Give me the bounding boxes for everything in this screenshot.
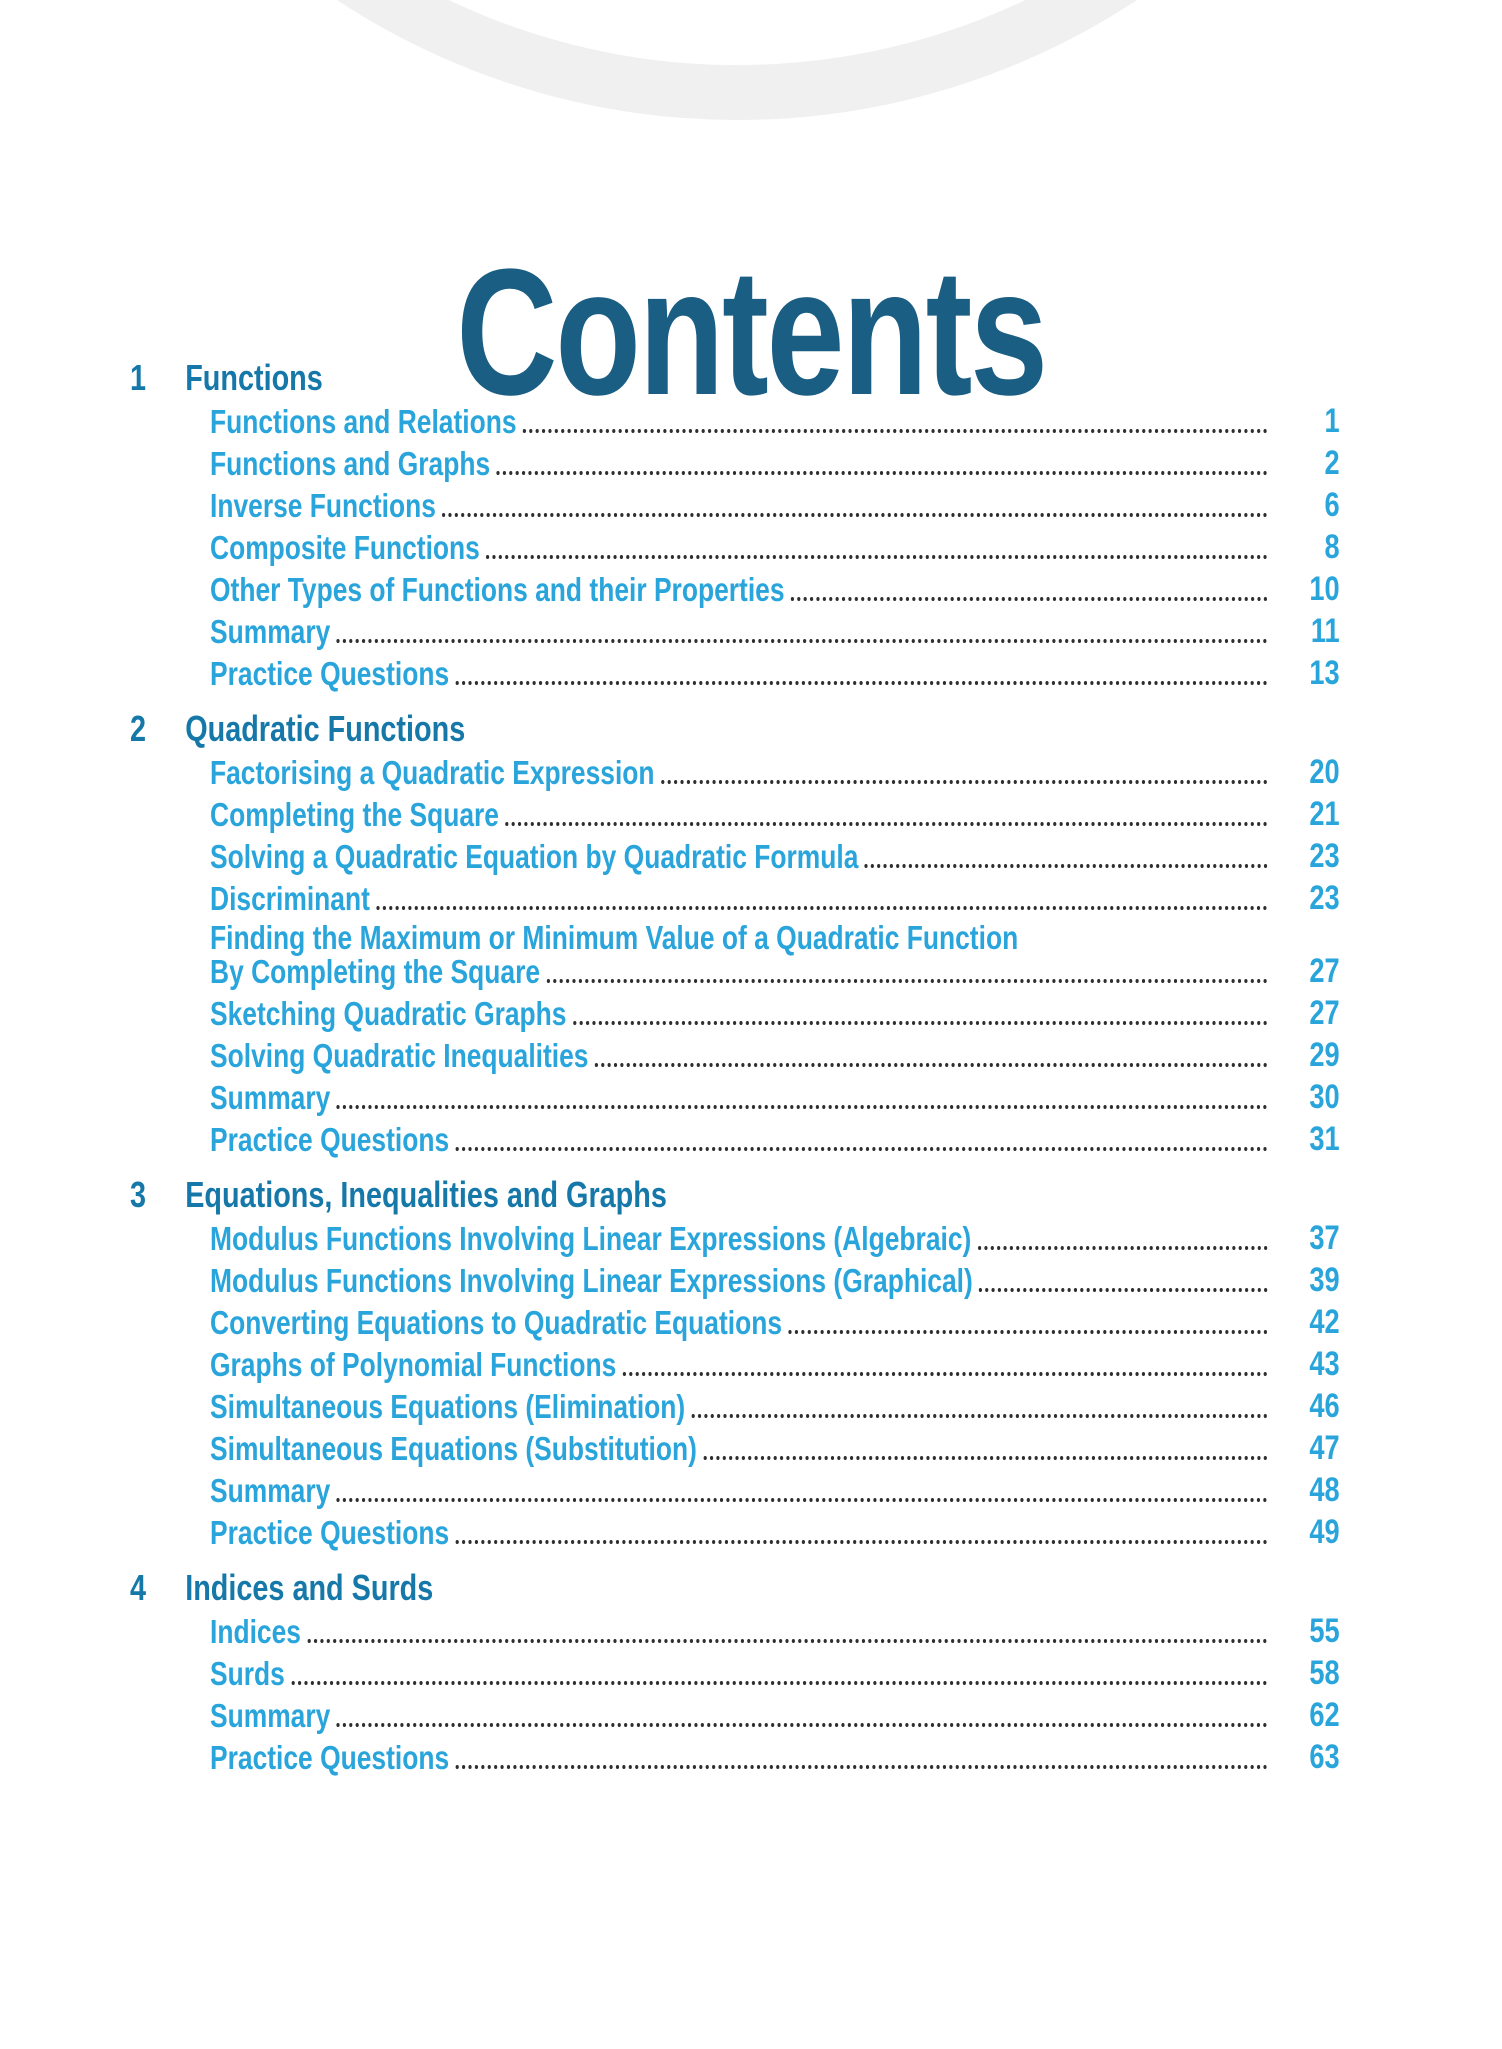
toc-entry xyxy=(130,873,1340,915)
toc-entry-page-number: 46 xyxy=(1309,1387,1340,1425)
toc-entry-label: Simultaneous Equations (Elimination) xyxy=(210,1388,686,1425)
toc-entry-page-number: 37 xyxy=(1309,1219,1340,1257)
dotted-leader xyxy=(573,1021,1268,1025)
toc-entry-label: Factorising a Quadratic Expression xyxy=(210,754,655,791)
toc-entry-label: Practice Questions xyxy=(210,1739,450,1776)
dotted-leader xyxy=(497,471,1268,475)
toc-entry xyxy=(130,1030,1340,1072)
toc-entry-page-number: 10 xyxy=(1309,570,1340,608)
toc-entry-label: Other Types of Functions and their Properties xyxy=(210,571,785,608)
dotted-leader xyxy=(456,681,1268,685)
toc-entry xyxy=(130,564,1340,606)
dotted-leader xyxy=(337,1105,1268,1109)
toc-entry-label: By Completing the Square xyxy=(210,953,541,990)
dotted-leader xyxy=(788,1330,1267,1334)
chapter-number: 2 xyxy=(130,708,147,749)
toc-entry-label: Functions and Relations xyxy=(210,403,517,440)
toc-entry-label: Converting Equations to Quadratic Equations xyxy=(210,1304,783,1341)
toc-entry xyxy=(130,988,1340,1030)
chapter-section xyxy=(130,1559,1340,1774)
toc-entry xyxy=(130,1114,1340,1156)
toc-entry-label: Surds xyxy=(210,1655,285,1692)
dotted-leader xyxy=(456,1147,1268,1151)
toc-entry xyxy=(130,606,1340,648)
toc-entry xyxy=(130,1690,1340,1732)
toc-entry-label: Functions and Graphs xyxy=(210,445,491,482)
toc-entry xyxy=(130,915,1340,954)
toc-entry-page-number: 6 xyxy=(1324,486,1340,524)
toc-entry-page-number: 42 xyxy=(1309,1303,1340,1341)
chapter-title: Indices and Surds xyxy=(185,1567,434,1608)
toc-entry-page-number: 48 xyxy=(1309,1471,1340,1509)
dotted-leader xyxy=(791,597,1268,601)
dotted-leader xyxy=(979,1288,1267,1292)
toc-entry-label: Practice Questions xyxy=(210,1121,450,1158)
chapter-title: Quadratic Functions xyxy=(185,708,466,749)
toc-entry-page-number: 62 xyxy=(1309,1696,1340,1734)
toc-entry-label: Composite Functions xyxy=(210,529,480,566)
toc-entry xyxy=(130,1732,1340,1774)
toc-entry-page-number: 11 xyxy=(1310,612,1340,650)
toc-entry xyxy=(130,396,1340,438)
toc-entry-label: Summary xyxy=(210,613,331,650)
chapter-section xyxy=(130,349,1340,690)
toc-entry-page-number: 20 xyxy=(1309,753,1340,791)
toc-entry-page-number: 31 xyxy=(1309,1120,1340,1158)
toc-entry-label: Simultaneous Equations (Substitution) xyxy=(210,1430,697,1467)
toc-entry xyxy=(130,747,1340,789)
dotted-leader xyxy=(623,1372,1268,1376)
dotted-leader xyxy=(505,822,1267,826)
dotted-leader xyxy=(523,429,1268,433)
toc-entry-page-number: 49 xyxy=(1309,1513,1340,1551)
toc-entry xyxy=(130,831,1340,873)
dotted-leader xyxy=(337,639,1268,643)
toc-entry-page-number: 27 xyxy=(1309,952,1340,990)
toc-entry xyxy=(130,522,1340,564)
dotted-leader xyxy=(307,1639,1267,1643)
toc-entry-label: Indices xyxy=(210,1613,301,1650)
chapter-section xyxy=(130,700,1340,1156)
dotted-leader xyxy=(703,1456,1267,1460)
toc-entry-page-number: 55 xyxy=(1309,1612,1340,1650)
toc-entry-page-number: 29 xyxy=(1309,1036,1340,1074)
toc-entry-page-number: 63 xyxy=(1309,1738,1340,1776)
dotted-leader xyxy=(456,1765,1268,1769)
toc-entry-label: Sketching Quadratic Graphs xyxy=(210,995,567,1032)
toc-entry-label: Practice Questions xyxy=(210,655,450,692)
toc-entry xyxy=(130,954,1340,988)
toc-entry-label: Discriminant xyxy=(210,880,370,917)
toc-entry-page-number: 27 xyxy=(1309,994,1340,1032)
toc-entry-label: Finding the Maximum or Minimum Value of a Quadratic Function xyxy=(210,919,1019,956)
dotted-leader xyxy=(978,1246,1268,1250)
dotted-leader xyxy=(661,780,1268,784)
chapter-heading xyxy=(130,1166,1340,1213)
toc-entry xyxy=(130,1255,1340,1297)
dotted-leader xyxy=(546,979,1267,983)
chapter-title: Functions xyxy=(185,357,323,398)
dotted-leader xyxy=(595,1063,1268,1067)
toc-entry xyxy=(130,1507,1340,1549)
chapter-number: 3 xyxy=(130,1174,147,1215)
toc-entry-label: Summary xyxy=(210,1079,331,1116)
toc-entry-label: Practice Questions xyxy=(210,1514,450,1551)
toc-entry-label: Modulus Functions Involving Linear Expressions (Algebraic) xyxy=(210,1220,972,1257)
toc-entry xyxy=(130,648,1340,690)
toc-entry xyxy=(130,789,1340,831)
toc-entry xyxy=(130,438,1340,480)
toc-entry-page-number: 43 xyxy=(1309,1345,1340,1383)
dotted-leader xyxy=(865,864,1268,868)
table-of-contents xyxy=(130,349,1340,1774)
toc-entry-page-number: 21 xyxy=(1309,795,1340,833)
toc-entry-label: Graphs of Polynomial Functions xyxy=(210,1346,617,1383)
dotted-leader xyxy=(692,1414,1268,1418)
toc-entry xyxy=(130,1381,1340,1423)
toc-entry xyxy=(130,1606,1340,1648)
toc-entry-page-number: 23 xyxy=(1309,879,1340,917)
toc-entry-page-number: 39 xyxy=(1309,1261,1340,1299)
toc-entry-label: Summary xyxy=(210,1697,331,1734)
toc-entry-label: Solving a Quadratic Equation by Quadratic Formula xyxy=(210,838,859,875)
decorative-ring xyxy=(10,0,1464,120)
chapter-heading xyxy=(130,1559,1340,1606)
toc-entry xyxy=(130,1423,1340,1465)
toc-entry-page-number: 2 xyxy=(1324,444,1340,482)
toc-entry-label: Completing the Square xyxy=(210,796,499,833)
page-title: Contents xyxy=(456,231,1046,433)
chapter-section xyxy=(130,1166,1340,1549)
dotted-leader xyxy=(337,1498,1268,1502)
toc-entry-label: Inverse Functions xyxy=(210,487,436,524)
dotted-leader xyxy=(456,1540,1268,1544)
dotted-leader xyxy=(376,906,1267,910)
toc-entry-label: Modulus Functions Involving Linear Expressions (Graphical) xyxy=(210,1262,973,1299)
toc-entry xyxy=(130,480,1340,522)
toc-entry-page-number: 1 xyxy=(1324,402,1340,440)
toc-entry xyxy=(130,1339,1340,1381)
chapter-title: Equations, Inequalities and Graphs xyxy=(185,1174,667,1215)
toc-entry-label: Solving Quadratic Inequalities xyxy=(210,1037,589,1074)
toc-entry xyxy=(130,1072,1340,1114)
toc-entry xyxy=(130,1648,1340,1690)
toc-entry-page-number: 13 xyxy=(1309,654,1340,692)
chapter-heading xyxy=(130,349,1340,396)
chapter-number: 4 xyxy=(130,1567,147,1608)
toc-entry xyxy=(130,1297,1340,1339)
toc-entry-page-number: 8 xyxy=(1324,528,1340,566)
toc-entry-page-number: 23 xyxy=(1309,837,1340,875)
toc-entry-page-number: 47 xyxy=(1309,1429,1340,1467)
toc-entry-page-number: 58 xyxy=(1309,1654,1340,1692)
dotted-leader xyxy=(337,1723,1268,1727)
dotted-leader xyxy=(486,555,1267,559)
toc-entry-page-number: 30 xyxy=(1309,1078,1340,1116)
chapter-heading xyxy=(130,700,1340,747)
chapter-number: 1 xyxy=(130,357,147,398)
dotted-leader xyxy=(442,513,1267,517)
dotted-leader xyxy=(291,1681,1267,1685)
toc-entry-label: Summary xyxy=(210,1472,331,1509)
toc-entry xyxy=(130,1465,1340,1507)
toc-entry xyxy=(130,1213,1340,1255)
